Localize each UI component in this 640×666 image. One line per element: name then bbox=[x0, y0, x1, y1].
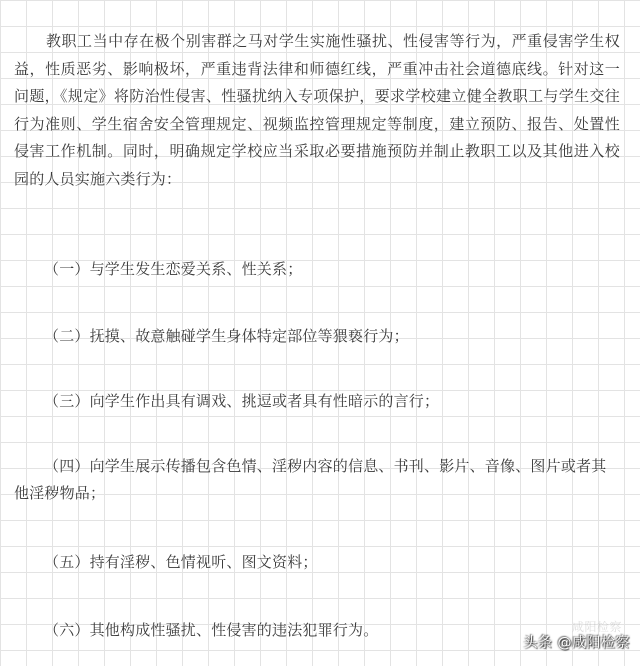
list-item-number: （三） bbox=[44, 392, 90, 410]
watermark-source: 头条 @咸阳检察 bbox=[523, 635, 630, 651]
list-item-number: （四） bbox=[44, 457, 90, 475]
list-item bbox=[14, 388, 620, 415]
source-watermark bbox=[523, 620, 630, 652]
list-item-text: 持有淫秽、色情视听、图文资料； bbox=[89, 553, 318, 571]
list-item bbox=[14, 256, 620, 283]
list-item-number: （六） bbox=[44, 621, 90, 639]
list-item-number: （五） bbox=[44, 553, 90, 571]
list-item bbox=[14, 453, 620, 507]
list-item-text: 向学生展示传播包含色情、淫秽内容的信息、书刊、影片、音像、图片或者其他淫秽物品； bbox=[14, 457, 607, 502]
list-item-text: 抚摸、故意触碰学生身体特定部位等猥亵行为； bbox=[89, 327, 409, 345]
intro-paragraph: 教职工当中存在极个别害群之马对学生实施性骚扰、性侵害等行为，严重侵害学生权益，性质恶劣、影响极坏，严重违背法律和师德红线，严重冲击社会道德底线。针对这一问题，《规定》将防治性侵害、性骚扰纳入专项保护，要求学校建立健全教职工与学生交往行为准则、学生宿舍安全管理规定、视频监控管理规定等制度，建立预防、报告、处置性侵害工作机制。同时，明确规定学校应当采取必要措施预防并制止教职工以及其他进入校园的人员实施六类行为： bbox=[14, 32, 620, 188]
list-item bbox=[14, 549, 620, 576]
list-item bbox=[14, 323, 620, 350]
list-item-text: 其他构成性骚扰、性侵害的违法犯罪行为。 bbox=[89, 621, 379, 639]
list-item-text: 与学生发生恋爱关系、性关系； bbox=[89, 260, 303, 278]
list-item-text: 向学生作出具有调戏、挑逗或者具有性暗示的言行； bbox=[89, 392, 440, 410]
faint-watermark: 咸阳检察 bbox=[571, 620, 622, 634]
list-item-number: （一） bbox=[44, 260, 90, 278]
list-item-number: （二） bbox=[44, 327, 90, 345]
